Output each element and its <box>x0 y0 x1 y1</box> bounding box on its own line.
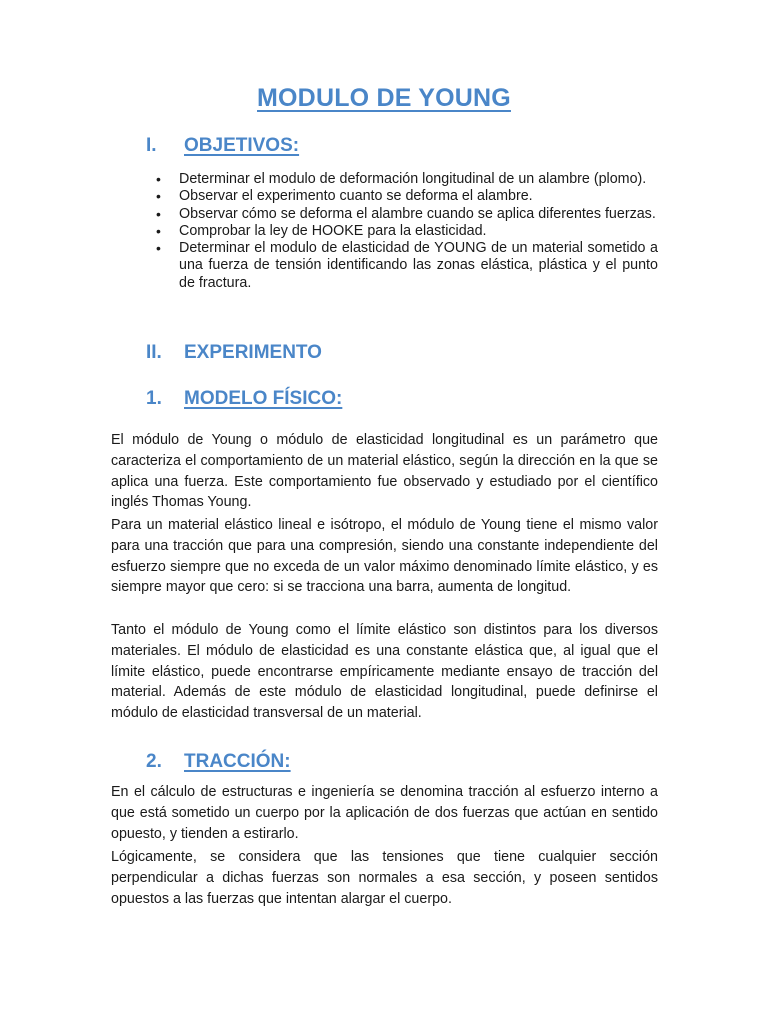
list-item-text: Observar el experimento cuanto se deforma el alambre. <box>179 188 533 205</box>
bullet-icon: • <box>156 222 161 239</box>
paragraph: Para un material elástico lineal e isótropo, el módulo de Young tiene el mismo valor para una tracción que para una compresión, siendo una constante independiente del esfuerzo siempre que no exceda de un valor máximo denominado límite elástico, y es siempre mayor que cero: si se tracciona una barra, aumenta de longitud. <box>111 517 658 596</box>
section-number: I. <box>146 135 157 156</box>
bullet-icon: • <box>156 188 161 205</box>
section-title: MODELO FÍSICO: <box>184 388 343 409</box>
section-heading-modelo-fisico <box>146 388 342 410</box>
list-item-text: Observar cómo se deforma el alambre cuando se aplica diferentes fuerzas. <box>179 205 656 222</box>
section-title: TRACCIÓN: <box>184 751 291 772</box>
bullet-icon: • <box>156 171 161 187</box>
section-number: 1. <box>146 388 162 409</box>
paragraph: Tanto el módulo de Young como el límite elástico son distintos para los diversos materiales. El módulo de elasticidad es una constante elástica que, al igual que el límite elástico, puede encontrarse empíricamente mediante ensayo de tracción del material. Además de este módulo de elasticidad longitudinal, puede definirse el módulo de elasticidad transversal de un material. <box>111 622 658 722</box>
list-item <box>152 206 658 223</box>
section-number: II. <box>146 342 162 363</box>
list-item <box>152 223 658 240</box>
objectives-list <box>152 171 658 292</box>
list-item <box>152 240 658 292</box>
list-item-text: Comprobar la ley de HOOKE para la elasticidad. <box>179 222 487 239</box>
bullet-icon: • <box>156 205 161 222</box>
list-item <box>152 171 658 188</box>
document-title: MODULO DE YOUNG <box>257 84 511 112</box>
section-heading-traccion <box>146 751 291 773</box>
section-heading-objetivos <box>146 135 299 157</box>
paragraph: En el cálculo de estructuras e ingeniería se denomina tracción al esfuerzo interno a que está sometido un cuerpo por la aplicación de dos fuerzas que actúan en sentido opuesto, y tienden a estirarlo. <box>111 784 658 842</box>
paragraph: El módulo de Young o módulo de elasticidad longitudinal es un parámetro que caracteriza el comportamiento de un material elástico, según la dirección en la que se aplica una fuerza. Este comportamiento fue observado y estudiado por el científico inglés Thomas Young. <box>111 432 658 511</box>
section-title: OBJETIVOS: <box>184 135 300 156</box>
section-heading-experimento <box>146 342 322 364</box>
section-number: 2. <box>146 751 162 772</box>
list-item-text: Determinar el modulo de deformación longitudinal de un alambre (plomo). <box>179 171 647 187</box>
paragraph: Lógicamente, se considera que las tensiones que tiene cualquier sección perpendicular a dichas fuerzas son normales a esa sección, y poseen sentidos opuestos a las fuerzas que intentan alargar el cuerpo. <box>111 849 658 907</box>
section-title: EXPERIMENTO <box>184 342 322 363</box>
list-item-text: Determinar el modulo de elasticidad de YOUNG de un material sometido a una fuerza de tensión identificando las zonas elástica, plástica y el punto de fractura. <box>179 240 658 291</box>
bullet-icon: • <box>156 240 161 257</box>
list-item <box>152 188 658 205</box>
